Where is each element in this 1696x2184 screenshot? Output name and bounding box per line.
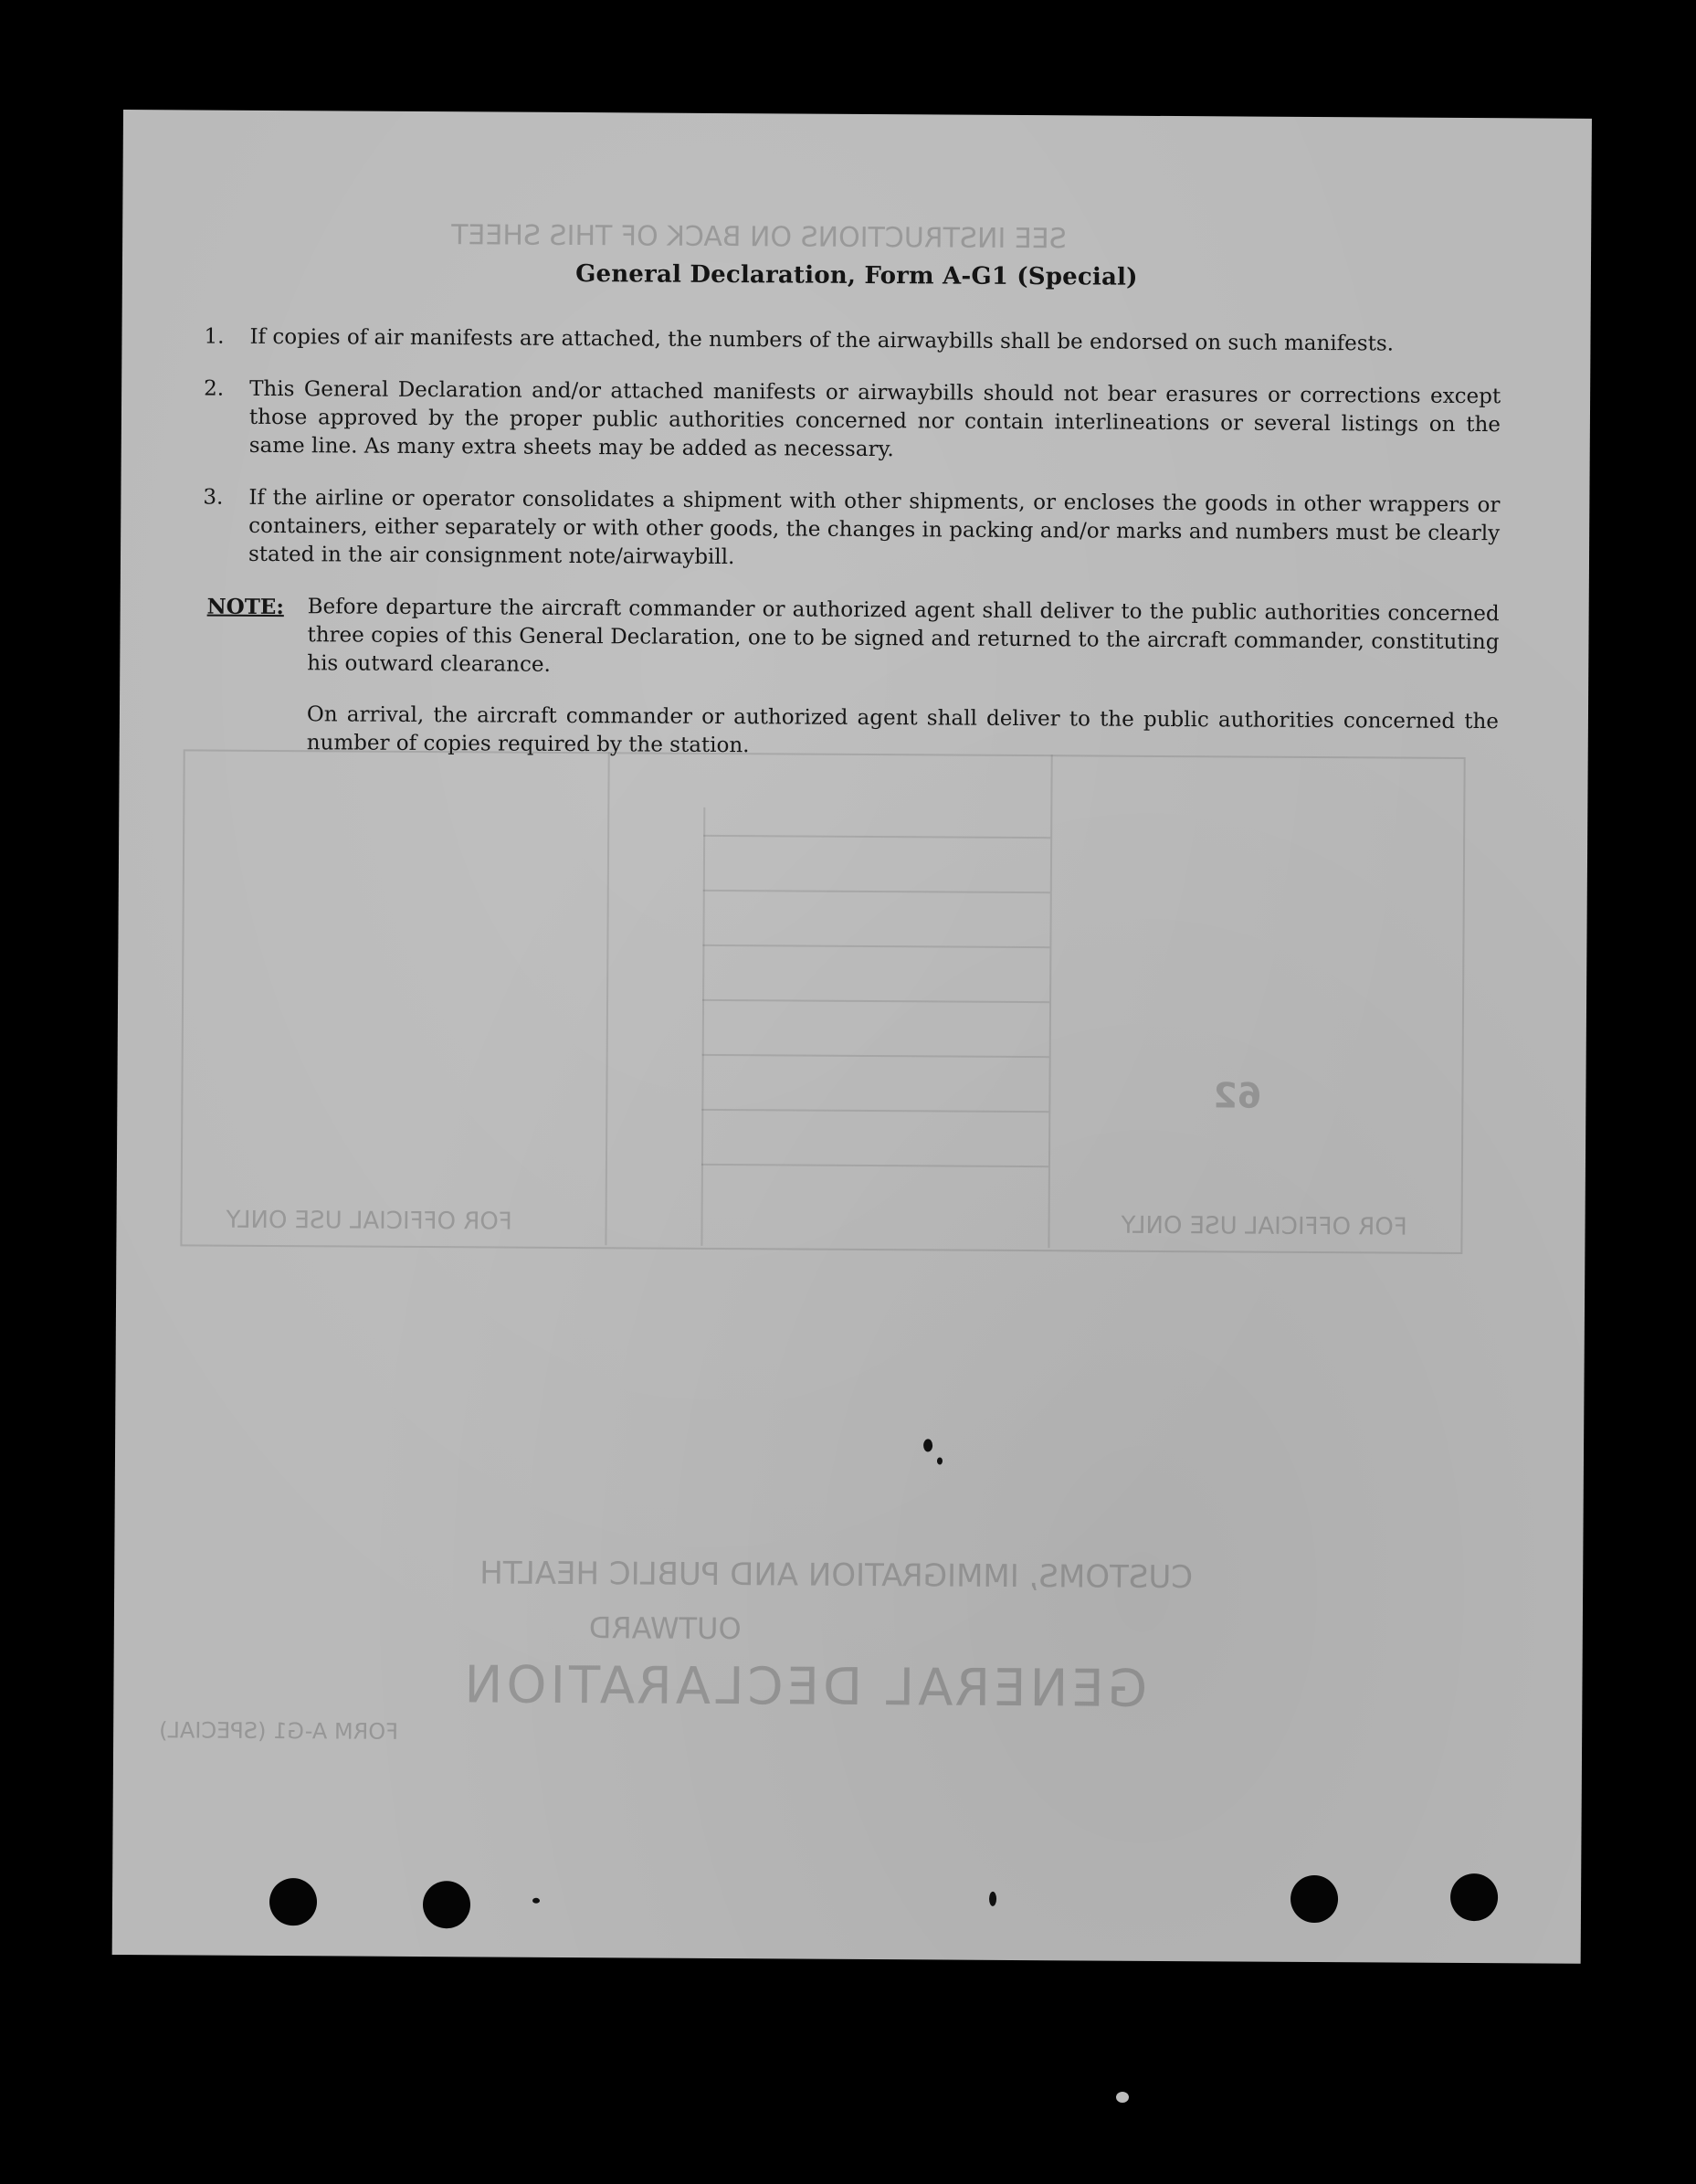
instruction-text: If copies of air manifests are attached, the numbers of the airwaybills shall be endorsed on such manifests. [249, 324, 1395, 356]
note-paragraph-1: Before departure the aircraft commander or authorized agent shall deliver to the public authorities concerned three copies of this General Declaration, one to be signed and returned to the aircraft commander, constituting his outward clearance. [307, 595, 1500, 677]
show-through-table-rule-2 [703, 890, 1050, 893]
show-through-customs-line: CUSTOMS, IMMIGRATION AND PUBLIC HEALTH [479, 1555, 1194, 1597]
instruction-number: 2. [204, 376, 225, 401]
show-through-table-rule-5 [702, 1054, 1049, 1058]
show-through-official-use-left: FOR OFFICIAL USE ONLY [226, 1206, 512, 1236]
show-through-official-use-right: FOR OFFICIAL USE ONLY [1121, 1211, 1407, 1241]
show-through-table-frame [180, 749, 1465, 1254]
note-paragraph-2: On arrival, the aircraft commander or authorized agent shall deliver to the public authorities concerned the number of copies required by the station. [306, 702, 1500, 758]
instruction-item-2 [204, 375, 1501, 469]
instruction-text: If the airline or operator consolidates a shipment with other shipments, or encloses the goods in other wrappers or containers, either separately or with other goods, the changes in packing and/or marks and numbers must be clearly stated in the air consignment note/airwaybill. [248, 485, 1501, 570]
show-through-form-id: FORM A-G1 (SPECIAL) [159, 1717, 399, 1745]
ink-speck [532, 1898, 540, 1904]
show-through-header: SEE INSTRUCTIONS ON BACK OF THIS SHEET [451, 219, 1067, 256]
instruction-item-1 [204, 323, 1501, 360]
show-through-table-rule-3 [702, 944, 1049, 948]
show-through-table-rule-7 [701, 1164, 1048, 1167]
note-block [206, 593, 1500, 686]
punch-hole-4 [1450, 1873, 1498, 1921]
show-through-outward-line: OUTWARD [588, 1610, 742, 1647]
punch-hole-2 [423, 1881, 470, 1928]
punch-hole-1 [269, 1878, 317, 1926]
show-through-number: 62 [1213, 1075, 1262, 1116]
show-through-table-divider-2 [701, 807, 705, 1246]
film-speck [1116, 2092, 1129, 2103]
show-through-table-divider-1 [605, 752, 609, 1245]
punch-hole-3 [1290, 1875, 1338, 1923]
instruction-item-3 [203, 484, 1501, 577]
document-sheet [112, 110, 1592, 1964]
show-through-table-rule-6 [701, 1109, 1048, 1113]
instruction-text: This General Declaration and/or attached manifests or airwaybills should not bear erasures or corrections except those approved by the proper public authorities concerned nor contain interlineations or several listings on the same line. As many extra sheets may be added as necessary. [248, 376, 1501, 462]
ink-speck [923, 1439, 932, 1451]
show-through-table-rule-4 [702, 999, 1049, 1003]
note-label: NOTE: [206, 594, 284, 620]
ink-speck [937, 1457, 943, 1464]
instruction-number: 1. [204, 324, 225, 349]
note-block-arrival [206, 701, 1499, 765]
show-through-table-divider-3 [1048, 754, 1052, 1248]
instruction-number: 3. [203, 485, 224, 510]
show-through-general-declaration: GENERAL DECLARATION [460, 1655, 1148, 1719]
show-through-table-rule-1 [703, 835, 1050, 839]
form-title: General Declaration, Form A-G1 (Special) [575, 260, 1138, 291]
ink-speck [989, 1892, 996, 1906]
